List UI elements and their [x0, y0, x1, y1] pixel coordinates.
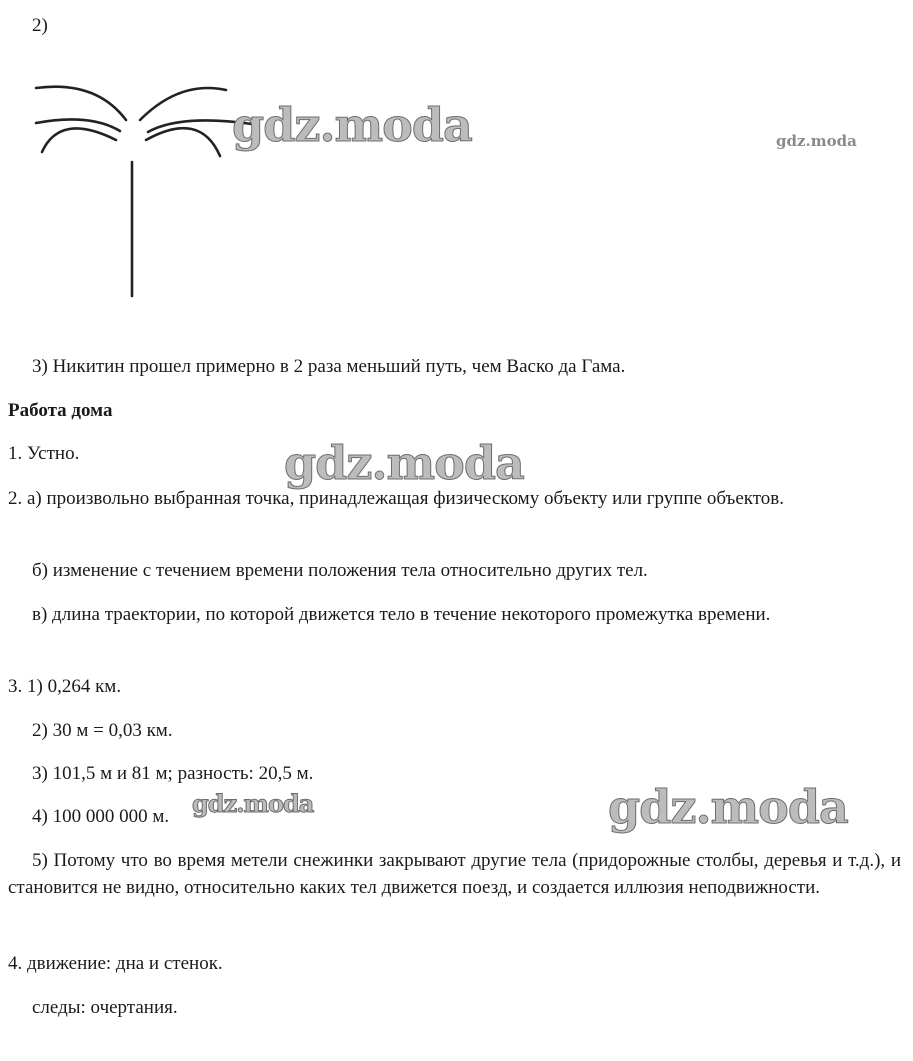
watermark-small: gdz.moda [776, 132, 857, 150]
task-4-1: 4. движение: дна и стенок. [8, 953, 223, 974]
watermark-logo-2: gdz.moda [284, 436, 524, 490]
task-2-b: б) изменение с течением времени положения тела относительно других тел. [32, 560, 648, 581]
task-1: 1. Устно. [8, 443, 80, 464]
task-3-1: 3. 1) 0,264 км. [8, 676, 122, 697]
item-2-label: 2) [32, 15, 48, 36]
task-4-2: следы: очертания. [32, 997, 178, 1018]
task-3-5: 5) Потому что во время метели снежинки закрывают другие тела (придорожные столбы, деревья и т.д.), и становится не видно, относительно каких тел движется поезд, и создается иллюзия неподвижности. [8, 850, 901, 898]
watermark-logo-1: gdz.moda [232, 98, 472, 152]
palm-leaf-left-bottom [42, 128, 116, 152]
palm-leaf-right-bottom [146, 128, 220, 156]
item-3-sentence: 3) Никитин прошел примерно в 2 раза меньший путь, чем Васко да Гама. [32, 356, 626, 377]
task-2-a: 2. а) произвольно выбранная точка, принадлежащая физическому объекту или группе объектов. [8, 488, 785, 509]
task-2-c: в) длина траектории, по которой движется тело в течение некоторого промежутка времени. [32, 604, 771, 625]
palm-leaf-right-top [140, 88, 226, 120]
task-3-2: 2) 30 м = 0,03 км. [32, 720, 173, 741]
section-title: Работа дома [8, 400, 113, 421]
watermark-logo-4: gdz.moda [608, 780, 848, 834]
task-3-4: 4) 100 000 000 м. [32, 806, 170, 827]
task-3-3: 3) 101,5 м и 81 м; разность: 20,5 м. [32, 763, 314, 784]
watermark-logo-3: gdz.moda [192, 789, 314, 818]
palm-leaf-left-top [36, 87, 126, 120]
